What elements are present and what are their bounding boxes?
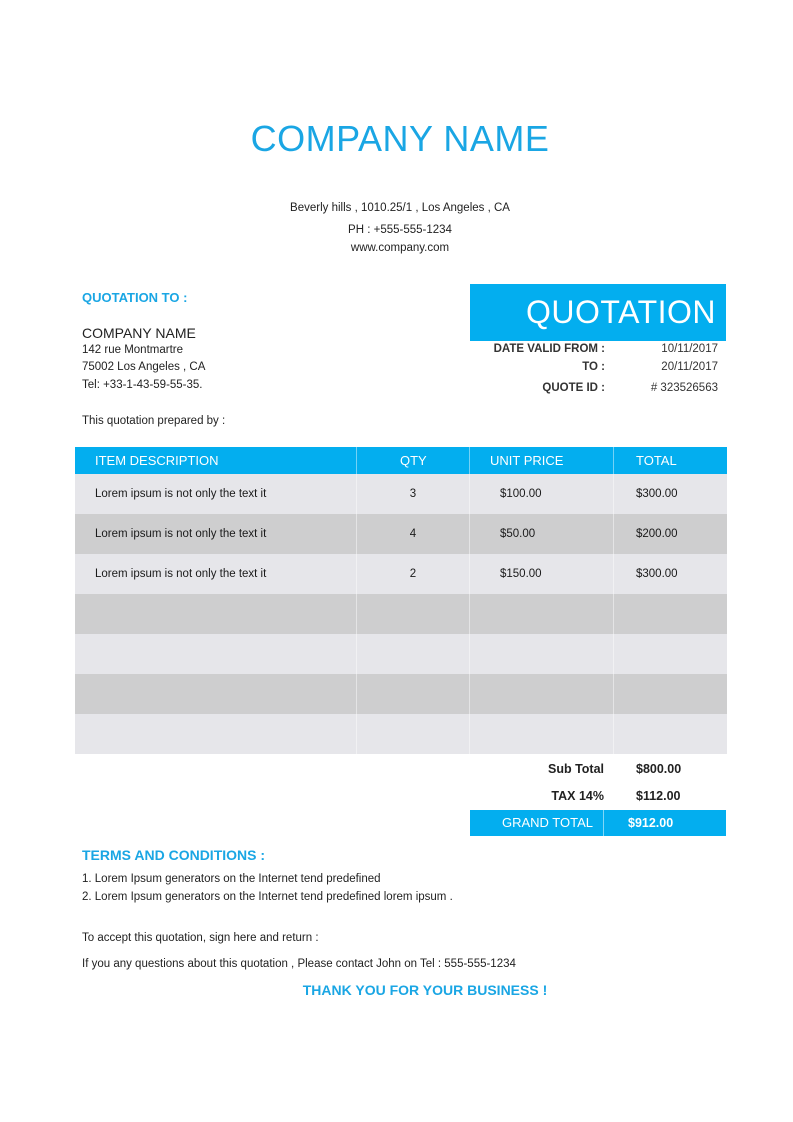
- table-row-empty: [75, 594, 727, 634]
- table-row-empty: [75, 714, 727, 754]
- table-row: [75, 554, 727, 594]
- quote-id-label: QUOTE ID :: [542, 382, 605, 394]
- column-header-qty: QTY: [357, 447, 470, 474]
- subtotal-value: $800.00: [636, 762, 682, 776]
- quotation-to-heading: QUOTATION TO :: [82, 290, 188, 305]
- grand-total-value: $912.00: [628, 816, 674, 830]
- item-total: [614, 714, 727, 754]
- quotation-banner: [470, 284, 726, 341]
- item-qty: [357, 674, 470, 714]
- items-table: [75, 447, 727, 754]
- accept-instructions: To accept this quotation, sign here and return :: [82, 932, 319, 944]
- company-phone: PH : +555-555-1234: [348, 224, 452, 236]
- item-description: [75, 674, 357, 714]
- date-valid-from-value: 10/11/2017: [661, 343, 718, 355]
- company-name-title: COMPANY NAME: [250, 118, 550, 159]
- item-total: $200.00: [636, 528, 678, 540]
- terms-heading: TERMS AND CONDITIONS :: [82, 847, 266, 863]
- column-header-total: TOTAL: [636, 453, 677, 468]
- item-unit-price: [470, 714, 614, 754]
- client-company-name: COMPANY NAME: [82, 325, 196, 341]
- tax-value: $112.00: [636, 789, 681, 803]
- table-row-empty: [75, 634, 727, 674]
- grand-total-bar: [470, 810, 726, 836]
- item-description: Lorem ipsum is not only the text it: [75, 554, 357, 594]
- date-valid-to-label: TO :: [582, 361, 605, 373]
- item-qty: [357, 714, 470, 754]
- item-total: [614, 674, 727, 714]
- item-qty: 2: [357, 554, 470, 594]
- date-valid-from-label: DATE VALID FROM :: [493, 343, 605, 355]
- item-description: Lorem ipsum is not only the text it: [75, 474, 357, 514]
- quotation-banner-title: QUOTATION: [526, 294, 716, 330]
- item-unit-price: $50.00: [470, 514, 614, 554]
- column-header-unit-price: UNIT PRICE: [470, 447, 614, 474]
- subtotal-label: Sub Total: [547, 762, 604, 776]
- grand-total-label: GRAND TOTAL: [470, 810, 604, 836]
- client-city: 75002 Los Angeles , CA: [82, 361, 206, 373]
- item-description: [75, 634, 357, 674]
- item-unit-price: $150.00: [470, 554, 614, 594]
- prepared-by-line: This quotation prepared by :: [82, 415, 226, 427]
- thank-you-message: THANK YOU FOR YOUR BUSINESS !: [302, 982, 548, 998]
- quote-id-value: # 323526563: [650, 382, 718, 394]
- terms-item-1: 1. Lorem Ipsum generators on the Internet tend predefined: [82, 873, 381, 885]
- client-street: 142 rue Montmartre: [82, 344, 183, 356]
- contact-line: If you any questions about this quotation , Please contact John on Tel : 555-555-1234: [82, 958, 516, 970]
- item-description: Lorem ipsum is not only the text it: [75, 514, 357, 554]
- item-qty: 3: [357, 474, 470, 514]
- item-qty: [357, 634, 470, 674]
- item-qty: [357, 594, 470, 634]
- item-total: $300.00: [636, 488, 678, 500]
- item-qty: 4: [357, 514, 470, 554]
- item-total: [614, 594, 727, 634]
- item-unit-price: [470, 674, 614, 714]
- client-tel: Tel: +33-1-43-59-55-35.: [82, 379, 203, 391]
- tax-label: TAX 14%: [551, 789, 604, 803]
- company-address: Beverly hills , 1010.25/1 , Los Angeles , CA: [290, 202, 510, 214]
- terms-item-2: 2. Lorem Ipsum generators on the Internet tend predefined lorem ipsum .: [82, 891, 453, 903]
- item-unit-price: [470, 634, 614, 674]
- item-total: [614, 634, 727, 674]
- table-header-row: [75, 447, 727, 474]
- item-total: $300.00: [636, 568, 678, 580]
- date-valid-to-value: 20/11/2017: [661, 361, 718, 373]
- item-unit-price: [470, 594, 614, 634]
- table-row: [75, 474, 727, 514]
- item-unit-price: $100.00: [470, 474, 614, 514]
- company-website[interactable]: www.company.com: [350, 242, 450, 254]
- table-row: [75, 514, 727, 554]
- column-header-description: ITEM DESCRIPTION: [75, 447, 357, 474]
- item-description: [75, 594, 357, 634]
- item-description: [75, 714, 357, 754]
- table-row-empty: [75, 674, 727, 714]
